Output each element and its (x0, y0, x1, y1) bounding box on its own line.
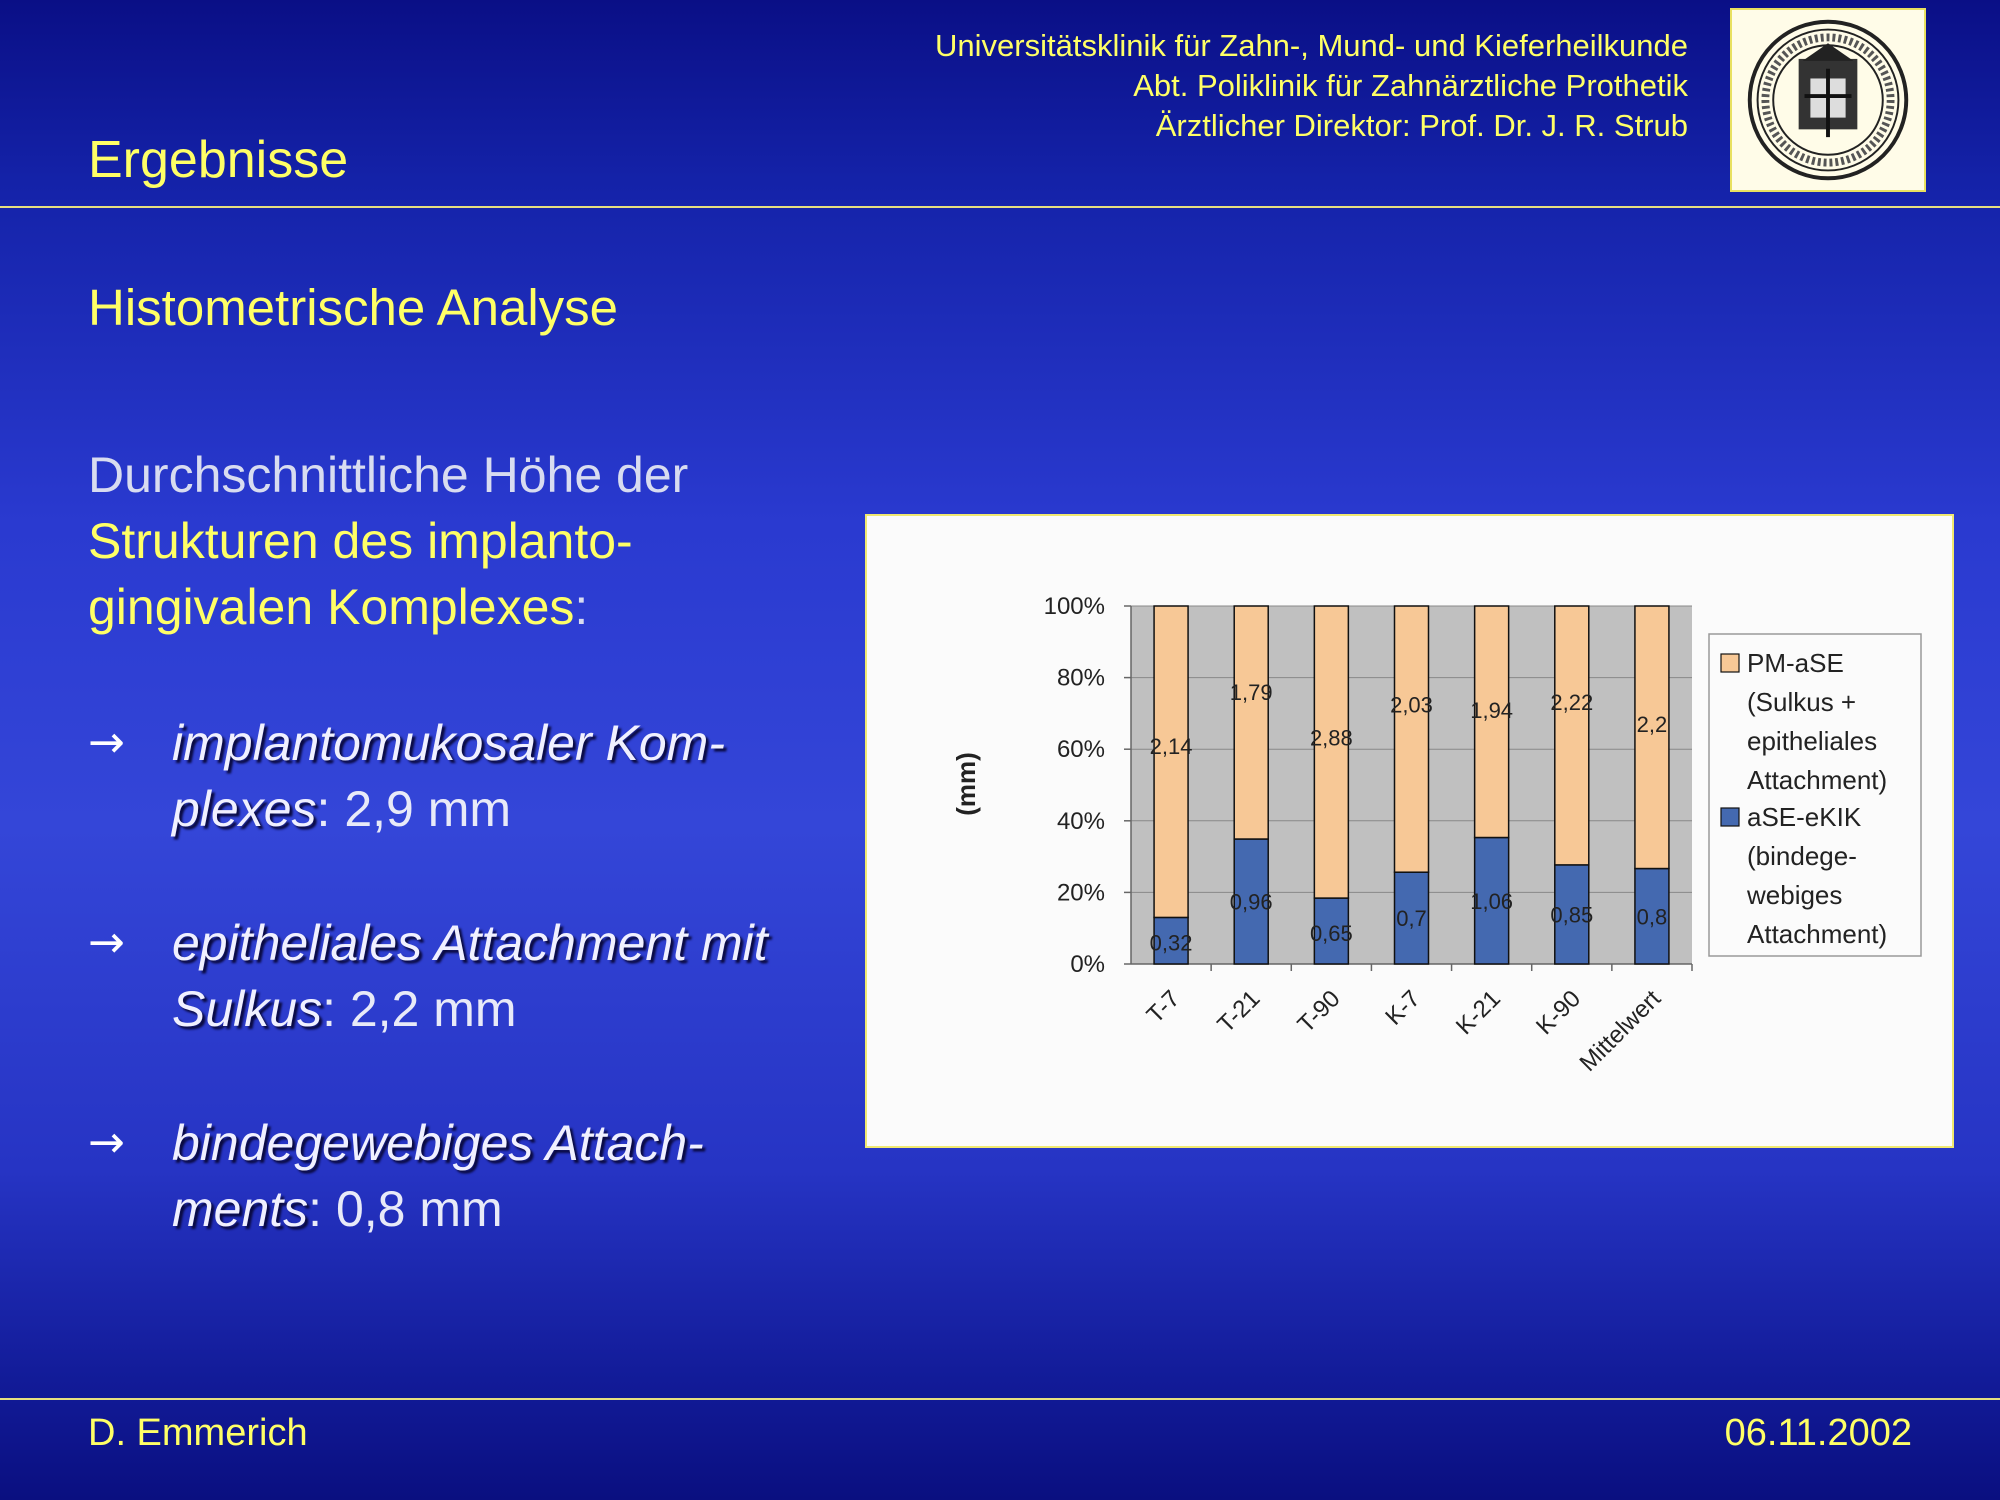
bullet-epithelial (88, 910, 868, 1042)
y-tick-label: 60% (1056, 736, 1105, 764)
data-label-top: 2,14 (1149, 734, 1193, 760)
legend-label: epitheliales (1747, 726, 1878, 756)
data-label-top: 2,03 (1390, 692, 1433, 718)
data-label-bottom: 0,65 (1309, 921, 1353, 947)
x-tick-label: T-21 (1212, 985, 1266, 1039)
data-label-bottom: 0,32 (1149, 930, 1193, 956)
y-tick-label: 100% (1043, 593, 1105, 620)
x-tick-label: K-7 (1380, 985, 1426, 1031)
bullet-value: : 0,8 mm (308, 1181, 503, 1237)
data-label-bottom: 0,96 (1229, 889, 1273, 915)
x-tick-label: T-90 (1292, 985, 1346, 1039)
bullet-term-line2: plexes (172, 781, 317, 837)
lead-line-2: Strukturen des implanto- (88, 513, 633, 569)
bar-segment-top (1154, 606, 1188, 917)
bar-segment-top (1234, 606, 1268, 839)
bar-segment-top (1395, 606, 1429, 872)
arrow-icon: → (88, 1117, 125, 1168)
bullet-value: : 2,9 mm (316, 781, 512, 837)
x-tick-label: K-21 (1450, 985, 1506, 1041)
legend-label: (bindege- (1747, 841, 1857, 871)
data-label-bottom: 1,06 (1470, 888, 1514, 914)
chart-canvas (867, 516, 1956, 1150)
bullet-term-line2: ments (172, 1181, 309, 1237)
data-label-bottom: 0,8 (1636, 904, 1668, 930)
x-tick-label: K-90 (1531, 985, 1587, 1041)
legend-label: PM-aSE (1747, 648, 1844, 678)
footer-date: 06.11.2002 (1724, 1412, 1912, 1454)
y-tick-label: 80% (1056, 664, 1105, 692)
legend-label: aSE-eKIK (1747, 802, 1862, 832)
arrow-icon: → (88, 717, 125, 768)
x-tick-label: Mittelwert (1574, 985, 1667, 1077)
lead-colon: : (574, 579, 589, 635)
y-tick-label: 0% (1070, 951, 1105, 978)
x-tick-label: T-7 (1141, 985, 1186, 1029)
bar-segment-top (1635, 606, 1669, 869)
lead-line-3: gingivalen Komplexes (88, 579, 575, 635)
lead-text (88, 442, 848, 640)
bar-segment-top (1555, 606, 1589, 865)
y-tick-label: 20% (1056, 879, 1105, 907)
y-tick-label: 40% (1056, 807, 1105, 835)
legend-swatch (1721, 808, 1739, 826)
lead-line-1: Durchschnittliche Höhe der (88, 447, 689, 503)
data-label-top: 2,22 (1550, 689, 1594, 715)
section-title: Ergebnisse (88, 131, 349, 189)
bullet-term-line1: epitheliales Attachment mit (172, 915, 768, 971)
header-divider (0, 206, 2000, 208)
institution-line-2: Abt. Poliklinik für Zahnärztliche Prothetik (1133, 68, 1688, 103)
bullet-value: : 2,2 mm (322, 981, 517, 1037)
bar-segment-top (1314, 606, 1348, 898)
bullet-term-line1: implantomukosaler Kom- (172, 715, 725, 771)
institution-header (935, 26, 1688, 146)
stacked-bar-chart (865, 514, 1954, 1148)
data-label-bottom: 0,85 (1550, 902, 1594, 928)
bullet-term-line2: Sulkus (172, 981, 323, 1037)
bullet-term-line1: bindegewebiges Attach- (172, 1115, 704, 1171)
footer-author: D. Emmerich (88, 1412, 308, 1454)
university-seal-icon (1730, 8, 1926, 192)
y-axis-label: (mm) (951, 752, 981, 816)
data-label-top: 1,94 (1470, 698, 1514, 724)
data-label-top: 1,79 (1229, 680, 1273, 706)
data-label-top: 2,88 (1309, 725, 1353, 751)
legend-label: (Sulkus + (1747, 687, 1857, 717)
slide-subtitle: Histometrische Analyse (88, 279, 619, 336)
legend-swatch (1721, 654, 1739, 672)
data-label-bottom: 0,7 (1396, 906, 1427, 932)
footer-divider (0, 1398, 2000, 1400)
bullet-implantomukosal (88, 710, 868, 842)
bullet-connective (88, 1110, 868, 1242)
legend-label: Attachment) (1747, 919, 1888, 949)
legend-label: webiges (1747, 880, 1843, 910)
data-label-top: 2,2 (1636, 712, 1668, 738)
institution-line-1: Universitätsklinik für Zahn-, Mund- und Kieferheilkunde (935, 28, 1688, 63)
institution-line-3: Ärztlicher Direktor: Prof. Dr. J. R. Strub (1155, 108, 1688, 143)
arrow-icon: → (88, 917, 125, 968)
legend-label: Attachment) (1747, 765, 1888, 795)
